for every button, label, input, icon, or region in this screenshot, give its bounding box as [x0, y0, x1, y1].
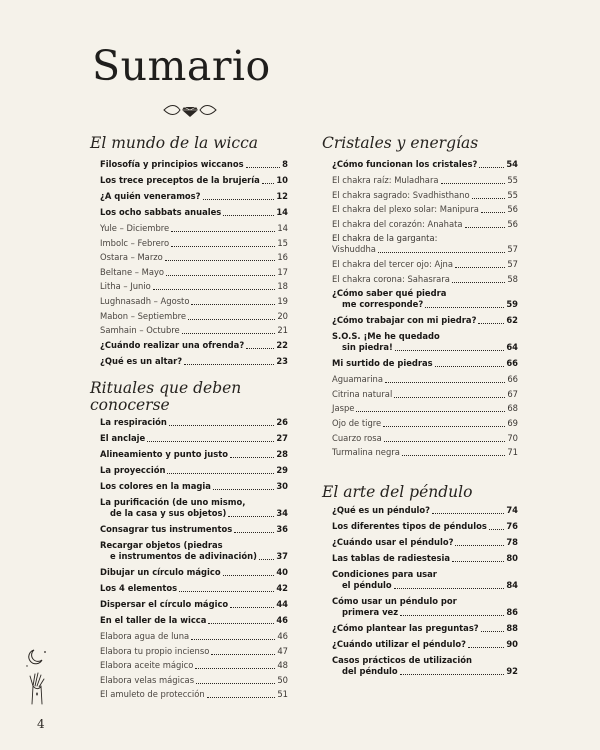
- page-title: Sumario: [92, 42, 271, 90]
- toc-entry: [332, 233, 518, 255]
- toc-entry-page: 20: [277, 310, 288, 321]
- dot-leader: [262, 183, 275, 184]
- toc-entry-label: Litha – Junio: [100, 281, 151, 292]
- toc-entry-label: El chakra del plexo solar: Manipura: [332, 204, 479, 215]
- section-title-line: Rituales que deben: [90, 379, 242, 397]
- toc-entry-page: 34: [276, 508, 288, 518]
- toc-entry-label: Jaspe: [332, 403, 355, 414]
- toc-entry-label: El chakra del corazón: Anahata: [332, 218, 463, 229]
- toc-entry-page: 92: [506, 666, 518, 676]
- toc-entry-label: Los colores en la magia: [100, 481, 211, 491]
- toc-entry-page: 15: [277, 237, 288, 248]
- toc-entry: [100, 417, 288, 428]
- toc-entry: [100, 223, 288, 234]
- toc-entry-page: 10: [276, 175, 288, 185]
- toc-entry-page: 17: [277, 266, 288, 277]
- dot-leader: [259, 559, 274, 560]
- toc-entry: [100, 191, 288, 202]
- dot-leader: [211, 654, 275, 655]
- dot-leader: [153, 289, 276, 290]
- toc-entry-label: Los 4 elementos: [100, 583, 178, 593]
- toc-entry-label: e instrumentos de adivinación): [110, 551, 257, 561]
- toc-entry-label: ¿Cuándo realizar una ofrenda?: [100, 339, 245, 350]
- toc-entry-row: [100, 508, 288, 519]
- toc-entry-label: de la casa y sus objetos): [110, 508, 227, 518]
- toc-entry-page: 64: [506, 342, 518, 353]
- toc-entry-label: Filosofía y principios wiccanos: [100, 159, 244, 169]
- toc-entry-label: Elabora aceite mágico: [100, 660, 194, 671]
- dot-leader: [179, 591, 274, 592]
- toc-entry: [100, 497, 288, 519]
- toc-entry-label: En el taller de la wicca: [100, 615, 207, 625]
- dot-leader: [188, 319, 275, 320]
- toc-entry-page: 40: [276, 567, 288, 577]
- toc-entry: [100, 281, 288, 292]
- toc-entry: [100, 433, 288, 444]
- toc-entry: [100, 238, 288, 249]
- toc-entry-page: 90: [506, 639, 518, 649]
- toc-entry: [332, 358, 518, 369]
- toc-entry: [332, 433, 518, 444]
- toc-entry-page: 46: [276, 615, 288, 625]
- section-title-line: conocerse: [90, 396, 170, 414]
- dot-leader: [395, 350, 504, 351]
- toc-entry: [100, 631, 288, 642]
- toc-entry: [332, 639, 518, 650]
- dot-leader: [246, 348, 274, 349]
- toc-entry-page: 76: [506, 521, 518, 531]
- toc-entry: [332, 274, 518, 285]
- toc-entry-page: 22: [276, 339, 288, 350]
- toc-entry: [332, 190, 518, 201]
- toc-entry-label: Cuarzo rosa: [332, 432, 382, 443]
- dot-leader: [489, 529, 504, 530]
- dot-leader: [169, 425, 274, 426]
- dot-leader: [400, 615, 504, 616]
- toc-entry-label: ¿Cuándo utilizar el péndulo?: [332, 639, 466, 649]
- toc-entry-label: ¿Qué es un altar?: [100, 355, 183, 366]
- dot-leader: [171, 246, 275, 247]
- toc-entry: [332, 315, 518, 326]
- toc-entry-label-line1: Cómo usar un péndulo por: [332, 596, 457, 606]
- toc-entry-page: 16: [277, 252, 288, 263]
- toc-entry-page: 56: [507, 218, 518, 229]
- toc-entry-label: Ojo de tigre: [332, 417, 382, 428]
- dot-leader: [228, 516, 274, 517]
- toc-entry-page: 56: [507, 204, 518, 215]
- toc-entry: [100, 599, 288, 610]
- toc-entry-page: 67: [507, 388, 518, 399]
- toc-entry: [100, 465, 288, 476]
- section-title-rituales: [90, 380, 241, 414]
- toc-entry: [100, 583, 288, 594]
- toc-entry: [332, 569, 518, 591]
- dot-leader: [455, 267, 505, 268]
- toc-entry-page: 51: [277, 689, 288, 700]
- toc-entry-label: Mabon – Septiembre: [100, 310, 187, 321]
- toc-entry-label: Samhain – Octubre: [100, 325, 180, 336]
- toc-entry: [332, 288, 518, 310]
- dot-leader: [400, 674, 505, 675]
- toc-entry-label: Alineamiento y punto justo: [100, 449, 228, 459]
- dot-leader: [432, 513, 504, 514]
- section-entries-rituales: [100, 417, 288, 704]
- section-entries-cristales: [332, 159, 518, 462]
- toc-entry-label: Elabora tu propio incienso: [100, 645, 210, 656]
- toc-entry-label: ¿Cómo trabajar con mi piedra?: [332, 315, 477, 326]
- toc-entry-label: Elabora velas mágicas: [100, 674, 195, 685]
- toc-entry-page: 19: [277, 295, 288, 306]
- dot-leader: [213, 489, 274, 490]
- toc-entry-label: ¿A quién veneramos?: [100, 191, 201, 201]
- toc-entry-page: 55: [507, 189, 518, 200]
- dot-leader: [425, 307, 504, 308]
- toc-entry: [332, 219, 518, 230]
- toc-entry-page: 44: [276, 599, 288, 609]
- dot-leader: [394, 588, 505, 589]
- toc-entry-label: El chakra sagrado: Svadhisthano: [332, 189, 470, 200]
- toc-entry-page: 70: [507, 432, 518, 443]
- toc-entry: [332, 447, 518, 458]
- toc-entry-row: [332, 580, 518, 591]
- toc-entry-label-line1: S.O.S. ¡Me he quedado: [332, 331, 440, 342]
- toc-entry-label: Elabora agua de luna: [100, 631, 190, 641]
- dot-leader: [191, 639, 275, 640]
- toc-entry-page: 21: [277, 325, 288, 336]
- toc-entry-label: El anclaje: [100, 433, 146, 443]
- toc-entry-label: El chakra del tercer ojo: Ajna: [332, 258, 453, 269]
- toc-entry-label: Los trece preceptos de la brujería: [100, 175, 260, 185]
- toc-entry: [332, 175, 518, 186]
- dot-leader: [223, 215, 274, 216]
- dot-leader: [184, 364, 274, 365]
- toc-entry: [332, 374, 518, 385]
- dot-leader: [465, 227, 506, 228]
- toc-entry: [332, 418, 518, 429]
- dot-leader: [481, 631, 505, 632]
- toc-entry-row: [332, 342, 518, 353]
- toc-entry: [100, 449, 288, 460]
- dot-leader: [147, 441, 274, 442]
- dot-leader: [394, 397, 505, 398]
- dot-leader: [441, 183, 506, 184]
- dot-leader: [167, 473, 274, 474]
- toc-entry-page: 62: [506, 315, 518, 326]
- toc-entry-label-line1: El chakra de la garganta:: [332, 233, 438, 244]
- toc-entry: [332, 655, 518, 677]
- dot-leader: [195, 668, 275, 669]
- dot-leader: [208, 623, 274, 624]
- toc-entry: [100, 646, 288, 657]
- toc-entry-page: 74: [506, 505, 518, 515]
- toc-entry: [100, 356, 288, 367]
- dot-leader: [452, 282, 505, 283]
- toc-entry-page: 66: [507, 374, 518, 385]
- toc-entry-page: 58: [507, 273, 518, 284]
- dot-leader: [478, 323, 504, 324]
- toc-entry-page: 57: [507, 258, 518, 269]
- toc-entry-page: 59: [506, 299, 518, 310]
- toc-entry-label: El chakra corona: Sahasrara: [332, 273, 450, 284]
- section-title-cristales: Cristales y energías: [322, 134, 479, 152]
- toc-entry: [332, 331, 518, 353]
- toc-entry-page: 14: [276, 207, 288, 217]
- dot-leader: [435, 366, 505, 367]
- toc-entry-page: 18: [277, 281, 288, 292]
- toc-entry-label: Citrina natural: [332, 388, 393, 399]
- toc-entry-label: Dibujar un círculo mágico: [100, 567, 221, 577]
- toc-entry-row: [100, 551, 288, 562]
- toc-entry: [332, 204, 518, 215]
- toc-entry-label: Los ocho sabbats anuales: [100, 207, 222, 217]
- toc-entry-label: Imbolc – Febrero: [100, 237, 170, 248]
- toc-entry: [100, 689, 288, 700]
- toc-entry-page: 86: [506, 607, 518, 617]
- toc-entry: [332, 537, 518, 548]
- section-title-wicca: El mundo de la wicca: [90, 134, 259, 152]
- toc-entry: [100, 159, 288, 170]
- toc-entry-label: primera vez: [342, 607, 399, 617]
- toc-entry-row: [332, 299, 518, 310]
- dot-leader: [196, 683, 275, 684]
- toc-entry-page: 28: [276, 449, 288, 459]
- toc-entry-row: [332, 666, 518, 677]
- toc-entry-label: Turmalina negra: [332, 447, 400, 458]
- toc-entry: [332, 389, 518, 400]
- dot-leader: [223, 575, 275, 576]
- dot-leader: [384, 441, 506, 442]
- toc-entry-page: 68: [507, 403, 518, 414]
- toc-entry: [100, 175, 288, 186]
- toc-entry-page: 50: [277, 674, 288, 685]
- toc-entry-label: Ostara – Marzo: [100, 252, 163, 263]
- toc-entry: [332, 553, 518, 564]
- toc-entry-page: 42: [276, 583, 288, 593]
- toc-entry-label: Vishuddha: [332, 244, 376, 255]
- dot-leader: [385, 382, 505, 383]
- dot-leader: [166, 275, 275, 276]
- toc-entry-page: 29: [276, 465, 288, 475]
- toc-entry: [332, 259, 518, 270]
- toc-entry-page: 80: [506, 553, 518, 563]
- dot-leader: [472, 198, 506, 199]
- toc-entry-page: 71: [507, 447, 518, 458]
- toc-entry-page: 26: [276, 417, 288, 427]
- toc-entry-page: 54: [506, 159, 518, 169]
- toc-entry: [100, 675, 288, 686]
- dot-leader: [481, 212, 505, 213]
- toc-entry: [100, 567, 288, 578]
- toc-entry-label-line1: ¿Cómo saber qué piedra: [332, 288, 447, 299]
- dot-leader: [452, 561, 504, 562]
- dot-leader: [455, 545, 504, 546]
- toc-entry-page: 46: [277, 631, 288, 641]
- toc-entry: [100, 267, 288, 278]
- toc-entry-page: 14: [277, 223, 288, 233]
- toc-entry: [332, 596, 518, 618]
- dot-leader: [171, 231, 275, 232]
- toc-entry-page: 36: [276, 524, 288, 534]
- toc-entry: [100, 207, 288, 218]
- toc-entry-page: 55: [507, 175, 518, 185]
- toc-entry-page: 78: [506, 537, 518, 547]
- toc-entry-label: del péndulo: [342, 666, 398, 676]
- toc-entry-label-line1: La purificación (de uno mismo,: [100, 497, 246, 507]
- toc-entry-page: 47: [277, 645, 288, 656]
- toc-entry-label-line1: Recargar objetos (piedras: [100, 540, 223, 550]
- toc-entry-label: ¿Qué es un péndulo?: [332, 505, 431, 515]
- toc-entry-label: Yule – Diciembre: [100, 223, 170, 233]
- toc-entry-page: 69: [507, 417, 518, 428]
- dot-leader: [207, 697, 276, 698]
- toc-entry-label: sin piedra!: [342, 342, 393, 353]
- dot-leader: [203, 199, 275, 200]
- toc-entry-label: ¿Cuándo usar el péndulo?: [332, 537, 454, 547]
- dot-leader: [191, 304, 275, 305]
- toc-entry-page: 88: [506, 623, 518, 633]
- moon-hand-illustration-icon: [22, 646, 56, 706]
- toc-entry: [332, 623, 518, 634]
- toc-entry-page: 8: [282, 159, 288, 169]
- toc-entry-page: 48: [277, 660, 288, 671]
- section-entries-pendulo: [332, 505, 518, 682]
- toc-entry-label: Lughnasadh – Agosto: [100, 295, 190, 306]
- toc-entry: [332, 403, 518, 414]
- toc-entry-label: me corresponde?: [342, 299, 424, 310]
- dot-leader: [230, 607, 274, 608]
- dot-leader: [356, 411, 505, 412]
- toc-entry-label: Los diferentes tipos de péndulos: [332, 521, 487, 531]
- toc-entry: [100, 296, 288, 307]
- toc-entry-page: 12: [276, 191, 288, 201]
- toc-entry: [332, 521, 518, 532]
- toc-entry-label: Beltane – Mayo: [100, 266, 165, 277]
- toc-entry-label: Las tablas de radiestesia: [332, 553, 451, 563]
- toc-entry-label: ¿Cómo funcionan los cristales?: [332, 159, 478, 169]
- toc-entry: [100, 540, 288, 562]
- dot-leader: [383, 426, 505, 427]
- toc-entry: [100, 524, 288, 535]
- toc-entry-row: [332, 607, 518, 618]
- toc-entry: [100, 325, 288, 336]
- toc-entry: [100, 252, 288, 263]
- toc-entry: [332, 159, 518, 170]
- toc-entry-page: 84: [506, 580, 518, 590]
- toc-entry-page: 30: [276, 481, 288, 491]
- toc-entry: [100, 481, 288, 492]
- toc-entry-page: 66: [506, 358, 518, 369]
- toc-entry-row: [332, 244, 518, 255]
- dot-leader: [230, 457, 274, 458]
- toc-entry-page: 23: [276, 355, 288, 366]
- toc-entry-page: 57: [507, 244, 518, 255]
- toc-entry-label: Mi surtido de piedras: [332, 358, 433, 369]
- toc-entry: [100, 615, 288, 626]
- dot-leader: [378, 252, 505, 253]
- dot-leader: [246, 167, 281, 168]
- dot-leader: [234, 532, 274, 533]
- dot-leader: [182, 333, 276, 334]
- toc-entry-label: La proyección: [100, 465, 166, 475]
- toc-entry-label: El amuleto de protección: [100, 689, 205, 700]
- diamond-ornament-icon: [160, 100, 220, 120]
- toc-entry-label-line1: Casos prácticos de utilización: [332, 655, 472, 665]
- dot-leader: [402, 455, 505, 456]
- dot-leader: [479, 167, 504, 168]
- toc-entry-page: 37: [276, 551, 288, 561]
- section-entries-wicca: [100, 159, 288, 372]
- toc-entry: [100, 340, 288, 351]
- toc-entry: [100, 311, 288, 322]
- toc-entry-label: Dispersar el círculo mágico: [100, 599, 229, 609]
- dot-leader: [468, 647, 504, 648]
- toc-entry-label: El chakra raíz: Muladhara: [332, 175, 439, 185]
- toc-entry-label: La respiración: [100, 417, 167, 427]
- toc-entry: [100, 660, 288, 671]
- toc-entry-page: 27: [276, 433, 288, 443]
- toc-entry-label: Aguamarina: [332, 374, 383, 385]
- toc-entry: [332, 505, 518, 516]
- dot-leader: [165, 260, 276, 261]
- page-number: 4: [37, 717, 45, 731]
- section-title-pendulo: El arte del péndulo: [322, 483, 473, 501]
- toc-entry-label: el péndulo: [342, 580, 392, 590]
- toc-entry-label-line1: Condiciones para usar: [332, 569, 437, 579]
- toc-entry-label: ¿Cómo plantear las preguntas?: [332, 623, 479, 633]
- toc-entry-label: Consagrar tus instrumentos: [100, 524, 233, 534]
